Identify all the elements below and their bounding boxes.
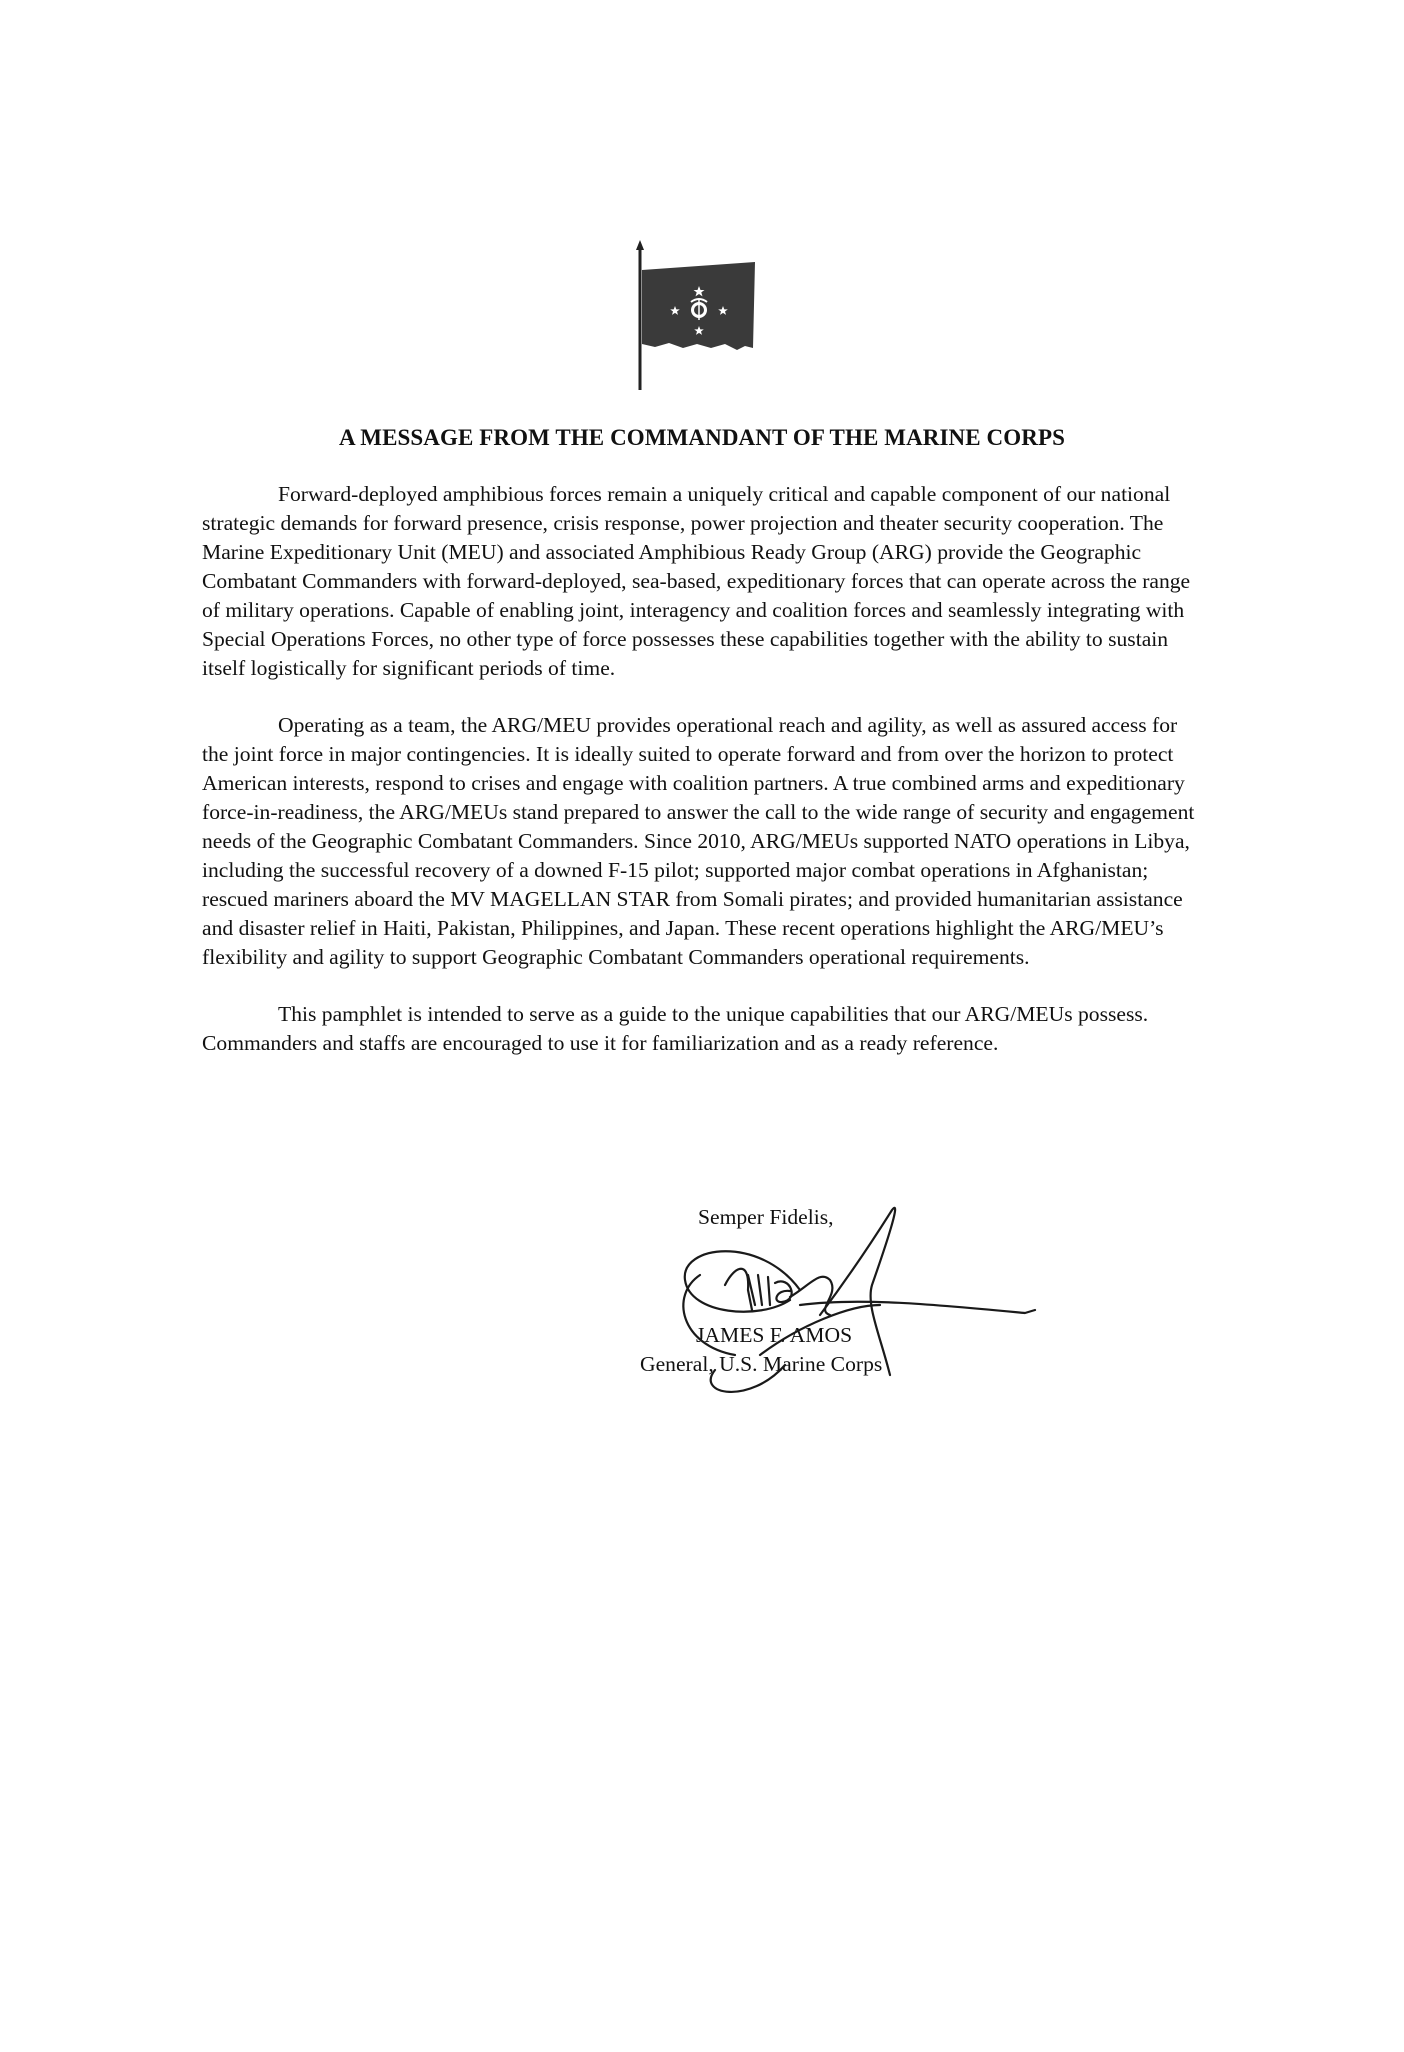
paragraph-3: This pamphlet is intended to serve as a guide to the unique capabilities that our ARG/MEUs possess. Commanders and staffs are encouraged to use it for familiarization and as a ready reference. <box>202 1002 1149 1055</box>
signature-block <box>640 1205 1100 1405</box>
document-title: A MESSAGE FROM THE COMMANDANT OF THE MARINE CORPS <box>338 425 1066 450</box>
paragraph-1: Forward-deployed amphibious forces remain a uniquely critical and capable component of our national strategic demands for forward presence, crisis response, power projection and theater security cooperation. The Marine Expeditionary Unit (MEU) and associated Amphibious Ready Group (ARG) provide the Geographic Combatant Commanders with forward-deployed, sea-based, expeditionary forces that can operate across the range of military operations. Capable of enabling joint, interagency and coalition forces and seamlessly integrating with Special Operations Forces, no other type of force possesses these capabilities together with the ability to sustain itself logistically for significant periods of time. <box>202 482 1191 680</box>
handwritten-signature <box>640 1205 1100 1405</box>
paragraph-2: Operating as a team, the ARG/MEU provides operational reach and agility, as well as assured access for the joint force in major contingencies. It is ideally suited to operate forward and from over the horizon to protect American interests, respond to crises and engage with coalition partners. A true combined arms and expeditionary force-in-readiness, the ARG/MEUs stand prepared to answer the call to the wide range of security and engagement needs of the Geographic Combatant Commanders. Since 2010, ARG/MEUs supported NATO operations in Libya, including the successful recovery of a downed F-15 pilot; supported major combat operations in Afghanistan; rescued mariners aboard the MV MAGELLAN STAR from Somali pirates; and provided humanitarian assistance and disaster relief in Haiti, Pakistan, Philippines, and Japan. These recent operations highlight the ARG/MEU’s flexibility and agility to support Geographic Combatant Commanders operational requirements. <box>202 713 1195 969</box>
closing-salutation: Semper Fidelis, <box>698 1205 834 1229</box>
commandant-flag-icon <box>625 240 765 390</box>
signer-title: General, U.S. Marine Corps <box>640 1352 883 1376</box>
signer-name: JAMES F. AMOS <box>696 1323 853 1347</box>
letter-body <box>202 480 1202 1086</box>
